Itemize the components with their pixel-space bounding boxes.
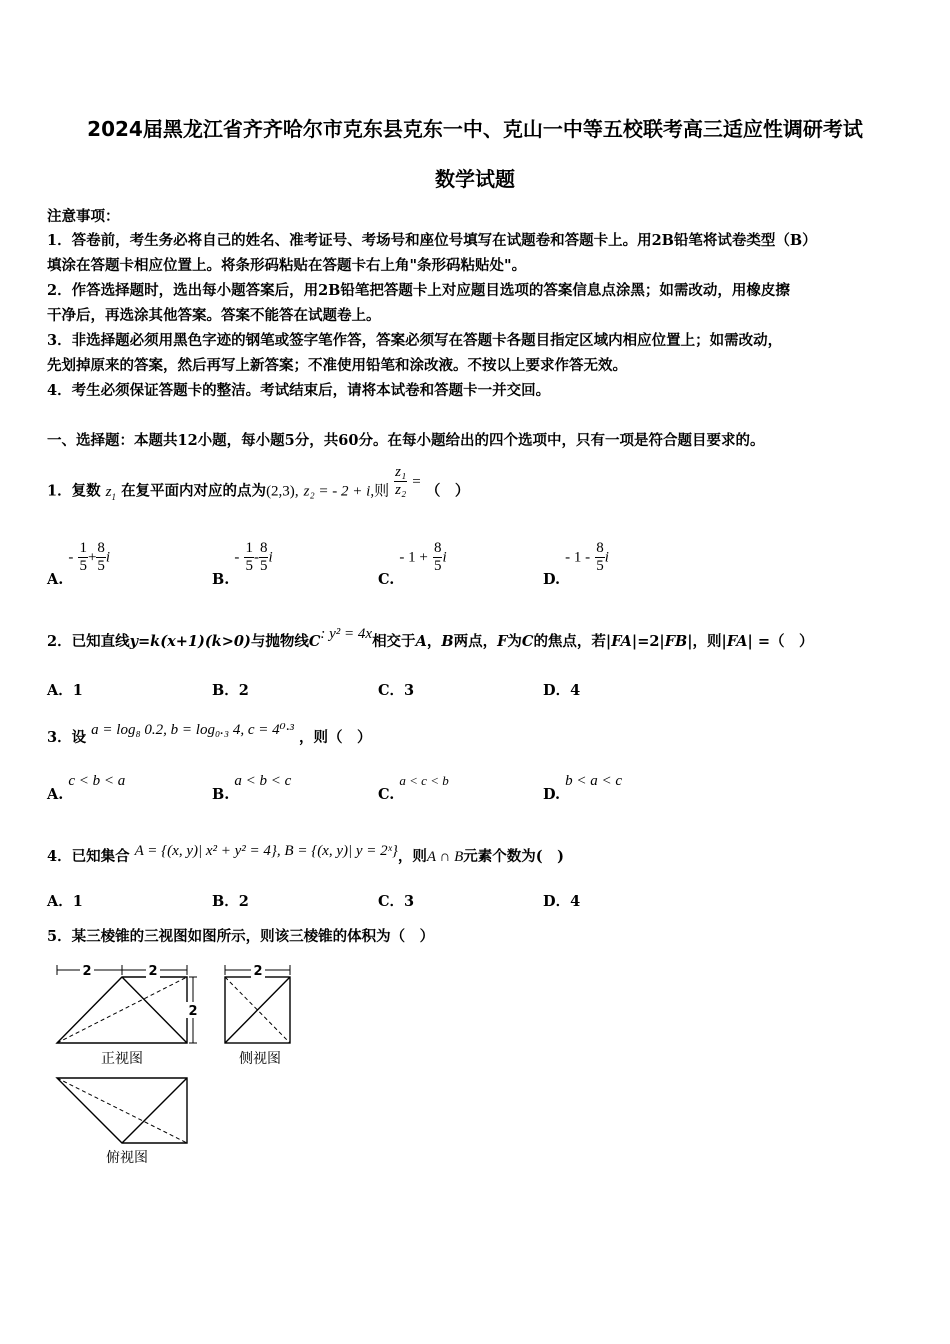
option-label: D.: [543, 570, 561, 588]
front-dim-label: 2: [148, 964, 158, 979]
notice-line: 1．答卷前，考生务必将自己的姓名、准考证号、考场号和座位号填写在试题卷和答题卡上。用2B铅笔将试卷类型（B）: [47, 232, 817, 249]
section-heading: 一、选择题：本题共12小题，每小题5分，共60分。在每小题给出的四个选项中，只有一项是符合题目要求的。: [47, 432, 765, 449]
q1-point: (2,3): [266, 483, 295, 500]
q2-option-b[interactable]: B．2: [212, 682, 249, 699]
question-3: 3．设 a = log₈ 0.2, b = log₀.₃ 4, c = 4⁰·³ ，则（ ）: [47, 722, 372, 746]
option-label: A.: [47, 570, 64, 588]
exam-title-line1: 2024届黑龙江省齐齐哈尔市克东县克东一中、克山一中等五校联考高三适应性调研考试: [87, 117, 863, 141]
q2-option-a[interactable]: A．1: [47, 682, 83, 699]
q4-intersection: A ∩ B: [426, 849, 464, 865]
top-view-label: 俯视图: [106, 1150, 148, 1166]
front-height-label: 2: [188, 1004, 198, 1019]
q1-eq: =: [412, 473, 421, 490]
notice-line: 4．考生必须保证答题卡的整洁。考试结束后，请将本试卷和答题卡一并交回。: [47, 382, 551, 399]
front-view: [57, 965, 197, 1043]
q4-option-c[interactable]: C．3: [378, 893, 415, 910]
top-view: [57, 1078, 187, 1143]
side-view-label: 侧视图: [239, 1051, 281, 1067]
q4-option-a[interactable]: A．1: [47, 893, 83, 910]
notice-heading: 注意事项：: [47, 208, 120, 225]
q1-option-d[interactable]: D. - 1 - $\frac{8}{5}$ i: [543, 540, 609, 588]
question-4: 4．已知集合 A = {(x, y)| x² + y² = 4}, B = {(x, y)| y = 2ˣ}，则A ∩ B元素个数为( ): [47, 843, 565, 865]
q1-frac-num: z₁: [395, 464, 407, 480]
q1-paren: （ ）: [425, 482, 470, 500]
notice-line: 3．非选择题必须用黑色字迹的钢笔或签字笔作答，答案必须写在答题卡各题目指定区域内相应位置上；如需改动，: [47, 332, 783, 349]
q4-set-a: A = {(x, y)| x² + y² = 4}: [134, 843, 277, 859]
q3-option-c[interactable]: C. a < c < b: [378, 773, 449, 803]
question-1: 1．复数 $z_1$ 在复平面内对应的点为(2,3), z₂ = - 2 + i,则 $\frac{\text{z₁}}{\text{z₂}}$ = （ ）: [47, 464, 470, 502]
fraction: $\frac{8}{5}$: [596, 540, 604, 574]
fraction: $\frac{1}{5}$: [245, 540, 253, 574]
q1-pre: 1．复数: [47, 482, 101, 500]
notice-line: 2．作答选择题时，选出每小题答案后，用2B铅笔把答题卡上对应题目选项的答案信息点涂黑；如需改动，用橡皮擦: [47, 282, 790, 299]
notice-line: 先划掉原来的答案，然后再写上新答案；不准使用铅笔和涂改液。不按以上要求作答无效。: [47, 357, 627, 374]
q1-z2: z₂ = - 2 + i: [303, 483, 371, 500]
fraction: $\frac{8}{5}$: [433, 540, 442, 574]
q1-frac-den: z₂: [395, 482, 407, 498]
q1-z1: $z_1$: [105, 483, 116, 502]
front-dim-label: 2: [82, 964, 92, 979]
q1-then: ,则: [370, 483, 390, 500]
fraction: $\frac{8}{5}$: [259, 540, 268, 574]
q1-option-c[interactable]: C. - 1 + $\frac{8}{5}$ i: [378, 540, 447, 588]
q1-fraction: [394, 464, 407, 499]
q1-mid: 在复平面内对应的点为: [121, 482, 267, 500]
front-view-label: 正视图: [101, 1051, 143, 1067]
question-5: 5．某三棱锥的三视图如图所示，则该三棱锥的体积为（ ）: [47, 928, 435, 945]
question-2: 2．已知直线y=k(x+1)(k>0)与抛物线C: y² = 4x相交于A，B两点，F为C的焦点，若|FA|=2|FB|，则|FA| =（ ）: [47, 626, 814, 650]
notice-line: 干净后，再选涂其他答案。答案不能答在试题卷上。: [47, 307, 381, 324]
q4-option-b[interactable]: B．2: [212, 893, 249, 910]
q3-option-a[interactable]: A. c < b < a: [47, 773, 126, 803]
q2-option-d[interactable]: D．4: [543, 682, 581, 699]
fraction: $\frac{1}{5}$: [79, 540, 87, 574]
q1-option-a[interactable]: A. - $\frac{1}{5}$ + $\frac{8}{5}$ i: [47, 540, 111, 588]
q4-set-b: , B = {(x, y)| y = 2ˣ}: [276, 843, 398, 859]
q3-expression: a = log₈ 0.2, b = log₀.₃ 4, c = 4⁰·³: [91, 722, 294, 738]
fraction: $\frac{8}{5}$: [97, 540, 105, 574]
option-label: B.: [212, 570, 230, 588]
q1-option-b[interactable]: B. - $\frac{1}{5}$ - $\frac{8}{5}$ i: [212, 540, 273, 588]
exam-title-line2: 数学试题: [435, 167, 515, 191]
q3-option-b[interactable]: B. a < b < c: [212, 773, 292, 803]
q3-option-d[interactable]: D. b < a < c: [543, 773, 623, 803]
q4-option-d[interactable]: D．4: [543, 893, 581, 910]
side-dim-label: 2: [253, 964, 263, 979]
option-label: C.: [378, 570, 395, 588]
three-view-diagram: [40, 955, 320, 1175]
q2-option-c[interactable]: C．3: [378, 682, 415, 699]
notice-line: 填涂在答题卡相应位置上。将条形码粘贴在答题卡右上角"条形码粘贴处"。: [47, 257, 527, 274]
